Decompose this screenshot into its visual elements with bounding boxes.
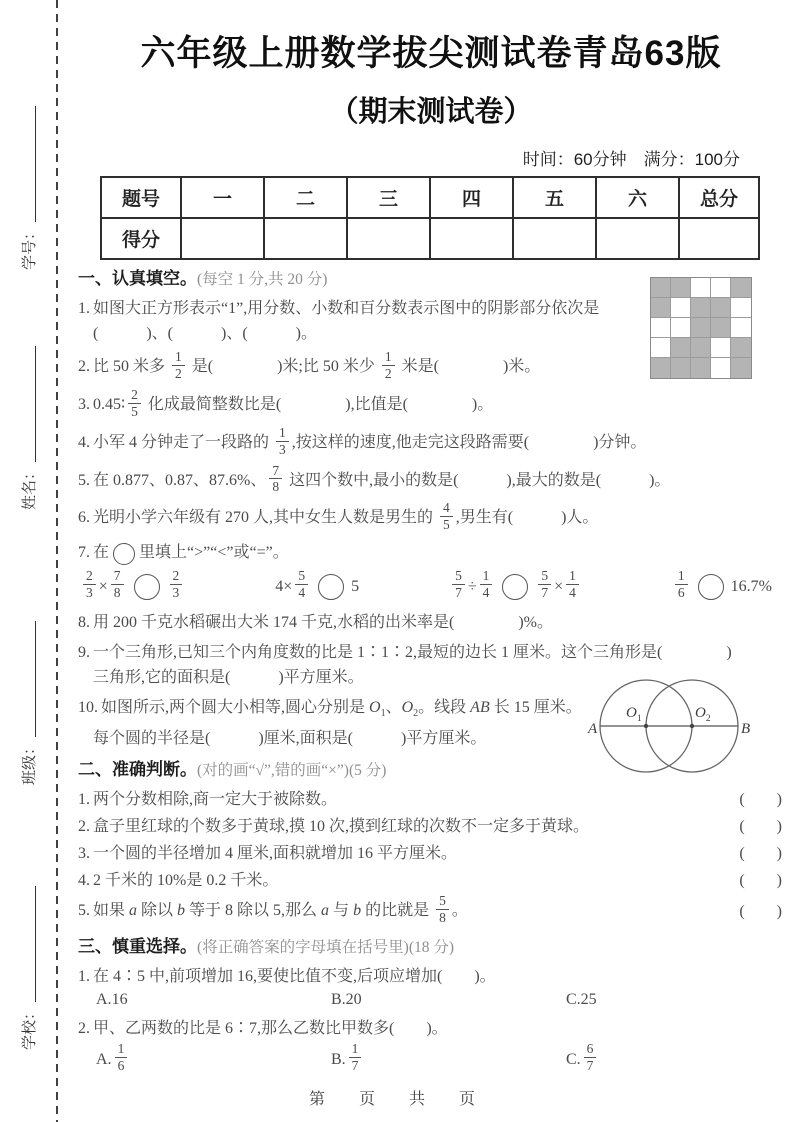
- fraction: $\frac{7}{8}$: [269, 463, 282, 496]
- question-number: 9.: [78, 644, 90, 662]
- center-dot-o2: [690, 724, 694, 728]
- grid-cell-shaded: [671, 338, 691, 358]
- choice-stem: [78, 964, 784, 989]
- section-3-title: 三、慎重选择。: [78, 937, 197, 957]
- text: 每个圆的半径是( )厘米,面积是( )平方厘米。: [93, 730, 487, 748]
- judge-item: [78, 895, 784, 928]
- option-label: B.: [331, 1050, 346, 1068]
- score-table-cell: 一: [181, 177, 264, 218]
- fill-question: [78, 424, 784, 460]
- grid-cell-shaded: [671, 358, 691, 378]
- option-label: B.: [331, 991, 346, 1009]
- grid-cell-shaded: [691, 338, 711, 358]
- question-number: 1.: [78, 300, 90, 317]
- question-number: 1.: [78, 791, 90, 809]
- compare-circle: [698, 574, 724, 600]
- question-number: 2.: [78, 358, 90, 376]
- sidebar-blank-line: [20, 621, 36, 737]
- text: ,男生有( )人。: [455, 509, 599, 527]
- option-label: A.: [96, 991, 112, 1009]
- question-line: [78, 462, 784, 498]
- choice-option: [566, 991, 597, 1009]
- grid-cell-empty: [651, 318, 671, 338]
- math-variable: a: [321, 902, 330, 920]
- question-line: [78, 386, 784, 422]
- fraction: $\frac{1}{2}$: [382, 349, 395, 382]
- fraction: $\frac{6}{7}$: [584, 1041, 597, 1074]
- judge-text: [78, 868, 696, 893]
- score-empty-cell: [264, 218, 347, 259]
- paper-content: [78, 0, 784, 1083]
- choice-option: [96, 1043, 331, 1076]
- fraction: $\frac{4}{5}$: [440, 500, 453, 533]
- question-number: 8.: [78, 614, 90, 632]
- compare-circle: [113, 543, 135, 565]
- fraction: $\frac{1}{7}$: [349, 1041, 362, 1074]
- math-variable-sub: $O_2$: [401, 699, 419, 720]
- text: 4×: [275, 578, 293, 596]
- text: 如图所示,两个圆大小相等,圆心分别是: [101, 699, 370, 717]
- text: 20: [345, 991, 362, 1009]
- text: 甲、乙两数的比是 6∶7,那么乙数比甲数多( )。: [93, 1020, 448, 1038]
- label-o2: $O_2$: [695, 705, 711, 724]
- compare-circle: [134, 574, 160, 600]
- grid-cell-empty: [731, 318, 751, 338]
- score-empty-cell: [430, 218, 513, 259]
- comparison-item: [449, 570, 582, 603]
- question-line: [78, 502, 784, 535]
- fraction: $\frac{2}{5}$: [128, 387, 141, 420]
- text: 比 50 米多: [93, 358, 170, 376]
- section-3-note: (将正确答案的字母填在括号里)(18 分): [197, 939, 455, 957]
- judge-items-list: [78, 787, 784, 928]
- question-number: 4.: [78, 872, 90, 890]
- score-empty-cell: [679, 218, 759, 259]
- sidebar-blank-line: [20, 106, 36, 222]
- question-number: 10.: [78, 699, 98, 717]
- choice-option: [96, 991, 331, 1009]
- label-b: B: [741, 721, 751, 737]
- question-number: 5.: [78, 902, 90, 920]
- text: ( )、( )、( )。: [93, 325, 317, 342]
- score-table-cell: 六: [596, 177, 679, 218]
- text: 长 15 厘米。: [489, 699, 582, 717]
- comparison-item: [275, 570, 359, 603]
- score-empty-cell: [513, 218, 596, 259]
- section-3-header: [78, 935, 784, 960]
- grid-cell-shaded: [691, 318, 711, 338]
- sidebar-label-name: 姓名：: [21, 464, 38, 510]
- fill-question: [78, 502, 784, 535]
- judge-item: [78, 868, 784, 893]
- fraction: $\frac{1}{2}$: [172, 349, 185, 382]
- text: ,按这样的速度,他走完这段路需要( )分钟。: [291, 433, 647, 451]
- text: 。线段: [418, 699, 471, 717]
- sidebar-field-student-id: [16, 80, 40, 270]
- choice-stem: [78, 1016, 784, 1041]
- text: 的比就是: [361, 902, 434, 920]
- fraction: $\frac{5}{8}$: [436, 893, 449, 926]
- choice-option: [566, 1043, 599, 1076]
- text: 在 4∶5 中,前项增加 16,要使比值不变,后项应增加( )。: [93, 968, 496, 986]
- text: 如图大正方形表示“1”,用分数、小数和百分数表示图中的阴影部分依次是: [93, 300, 600, 317]
- page-footer: 第 页 共 页: [308, 1091, 484, 1108]
- choice-items-list: [78, 964, 784, 1076]
- center-dot-o1: [644, 724, 648, 728]
- choice-option: [331, 991, 566, 1009]
- grid-cell-shaded: [651, 278, 671, 298]
- label-a: A: [588, 721, 598, 737]
- comparison-item: [672, 570, 772, 603]
- grid-cell-empty: [711, 358, 731, 378]
- grid-cell-empty: [671, 318, 691, 338]
- fraction: $\frac{5}{7}$: [538, 568, 551, 601]
- math-variable-sub: $O_1$: [369, 699, 386, 720]
- text: 16.7%: [730, 578, 772, 596]
- question-number: 5.: [78, 471, 90, 489]
- choice-option: [331, 1043, 566, 1076]
- fraction: $\frac{5}{7}$: [452, 568, 465, 601]
- answer-paren: ( ): [739, 872, 782, 890]
- grid-cell-empty: [691, 278, 711, 298]
- text: 一个圆的半径增加 4 厘米,面积就增加 16 平方厘米。: [93, 845, 458, 863]
- text: 在: [93, 544, 110, 562]
- math-variable: AB: [470, 699, 490, 717]
- question-line: [78, 540, 784, 565]
- question-number: 3.: [78, 845, 90, 863]
- two-circles-figure: [586, 654, 754, 807]
- text: 16: [111, 991, 128, 1009]
- fraction: $\frac{7}{8}$: [111, 568, 124, 601]
- fill-question: [78, 540, 784, 605]
- sidebar-label-school: 学校：: [21, 1004, 38, 1050]
- sidebar-blank-line: [20, 886, 36, 1002]
- sidebar-blank-line: [20, 346, 36, 462]
- sidebar-field-school: [16, 860, 40, 1050]
- choice-options-row: [78, 991, 784, 1009]
- text: 里填上“>”“<”或“=”。: [139, 544, 289, 562]
- question-number: 4.: [78, 433, 90, 451]
- grid-cell-shaded: [671, 278, 691, 298]
- text: 0.45∶: [93, 395, 126, 413]
- question-number: 2.: [78, 1020, 90, 1038]
- score-table-header-row: [101, 177, 759, 218]
- score-empty-cell: [181, 218, 264, 259]
- answer-paren: ( ): [739, 791, 782, 809]
- grid-cell-shaded: [711, 318, 731, 338]
- question-number: 2.: [78, 818, 90, 836]
- fraction: $\frac{2}{3}$: [170, 568, 183, 601]
- text: 米是( )米。: [397, 358, 541, 376]
- question-number: 6.: [78, 509, 90, 527]
- question-line: [78, 610, 784, 635]
- comparison-item: [80, 570, 185, 603]
- choice-options-row: [78, 1043, 784, 1076]
- judge-text: [78, 895, 696, 928]
- grid-cell-shaded: [731, 358, 751, 378]
- grid-cell-empty: [671, 298, 691, 318]
- text: 光明小学六年级有 270 人,其中女生人数是男生的: [93, 509, 438, 527]
- judge-item: [78, 814, 784, 839]
- option-label: C.: [566, 1050, 581, 1068]
- fill-question: [78, 462, 784, 498]
- score-table-cell: 得分: [101, 218, 181, 259]
- grid-cell-empty: [731, 298, 751, 318]
- section-2-title: 二、准确判断。: [78, 760, 197, 780]
- fold-dashed-line: [56, 0, 58, 1122]
- text: 这四个数中,最小的数是( ),最大的数是( )。: [285, 471, 671, 489]
- text: 三角形,它的面积是( )平方厘米。: [93, 669, 364, 687]
- question-number: 3.: [78, 395, 90, 413]
- text: ×: [554, 578, 564, 596]
- text: 、: [385, 699, 402, 717]
- question-line: [78, 424, 784, 460]
- fraction: $\frac{1}{6}$: [675, 568, 688, 601]
- text: 两个分数相除,商一定大于被除数。: [93, 791, 338, 809]
- label-o1: $O_1$: [626, 705, 642, 724]
- judge-text: [78, 814, 696, 839]
- answer-paren: ( ): [739, 903, 782, 921]
- text: 如果: [93, 902, 130, 920]
- score-empty-cell: [347, 218, 430, 259]
- score-table-cell: 总分: [679, 177, 759, 218]
- grid-cell-shaded: [731, 278, 751, 298]
- grid-cell-shaded: [711, 298, 731, 318]
- fraction: $\frac{1}{6}$: [115, 1041, 128, 1074]
- score-table-cell: 五: [513, 177, 596, 218]
- time-score-info: 时间：60分钟 满分：100分: [522, 150, 740, 169]
- comparison-row: [78, 565, 784, 605]
- fraction: $\frac{5}{4}$: [295, 568, 308, 601]
- grid-cell-empty: [711, 338, 731, 358]
- sidebar-field-name: [16, 320, 40, 510]
- compare-circle: [318, 574, 344, 600]
- grid-cell-shaded: [731, 338, 751, 358]
- text: 。: [451, 902, 468, 920]
- math-variable: a: [129, 902, 138, 920]
- judge-text: [78, 841, 696, 866]
- text: ÷: [467, 578, 477, 596]
- grid-cell-empty: [711, 278, 731, 298]
- score-table: [100, 176, 760, 260]
- math-variable: b: [353, 902, 362, 920]
- text: 一个三角形,已知三个内角度数的比是 1∶1∶2,最短的边长 1 厘米。这个三角形是( ): [93, 644, 732, 662]
- question-number: 7.: [78, 544, 90, 562]
- grid-cell-shaded: [651, 298, 671, 318]
- score-table-cell: 四: [430, 177, 513, 218]
- option-label: C.: [566, 991, 581, 1009]
- sidebar-label-student-id: 学号：: [21, 224, 38, 270]
- grid-cell-shaded: [691, 358, 711, 378]
- text: 用 200 千克水稻碾出大米 174 千克,水稻的出米率是( )%。: [93, 614, 553, 632]
- text: 化成最简整数比是( ),比值是( )。: [143, 395, 494, 413]
- grid-cell-shaded: [651, 358, 671, 378]
- answer-paren: ( ): [739, 818, 782, 836]
- grid-cell-shaded: [691, 298, 711, 318]
- section-2-note: (对的画“√”,错的画“×”)(5 分): [197, 762, 387, 780]
- sidebar-label-class: 班级：: [21, 739, 38, 785]
- section-1-title: 一、认真填空。: [78, 269, 197, 288]
- page-subtitle: （期末测试卷）: [329, 96, 533, 128]
- compare-circle: [502, 574, 528, 600]
- text: 除以: [137, 902, 178, 920]
- fraction: $\frac{1}{4}$: [480, 568, 493, 601]
- sidebar-field-class: [16, 595, 40, 785]
- fill-question: [78, 386, 784, 422]
- score-table-score-row: [101, 218, 759, 259]
- fraction: $\frac{1}{3}$: [276, 425, 289, 458]
- shaded-grid-figure: [650, 277, 752, 379]
- score-table-cell: 二: [264, 177, 347, 218]
- text: 在 0.877、0.87、87.6%、: [93, 471, 267, 489]
- option-label: A.: [96, 1050, 112, 1068]
- text: 与: [329, 902, 354, 920]
- text: 盒子里红球的个数多于黄球,摸 10 次,摸到红球的次数不一定多于黄球。: [93, 818, 590, 836]
- text: 等于 8 除以 5,那么: [185, 902, 322, 920]
- text: 25: [580, 991, 597, 1009]
- score-empty-cell: [596, 218, 679, 259]
- grid-cell-empty: [651, 338, 671, 358]
- fill-question: [78, 610, 784, 635]
- question-number: 1.: [78, 968, 90, 986]
- section-1-note: (每空 1 分,共 20 分): [197, 271, 328, 288]
- score-table-cell: 三: [347, 177, 430, 218]
- judge-item: [78, 841, 784, 866]
- math-variable: b: [177, 902, 186, 920]
- page-title: 六年级上册数学拔尖测试卷青岛63版: [140, 34, 722, 73]
- score-table-cell: 题号: [101, 177, 181, 218]
- fraction: $\frac{2}{3}$: [83, 568, 96, 601]
- text: 是( )米;比 50 米少: [187, 358, 379, 376]
- text: 2 千米的 10%是 0.2 千米。: [93, 872, 279, 890]
- fraction: $\frac{1}{4}$: [566, 568, 579, 601]
- answer-paren: ( ): [739, 845, 782, 863]
- text: 5: [351, 578, 360, 596]
- text: ×: [98, 578, 108, 596]
- text: 小军 4 分钟走了一段路的: [93, 433, 274, 451]
